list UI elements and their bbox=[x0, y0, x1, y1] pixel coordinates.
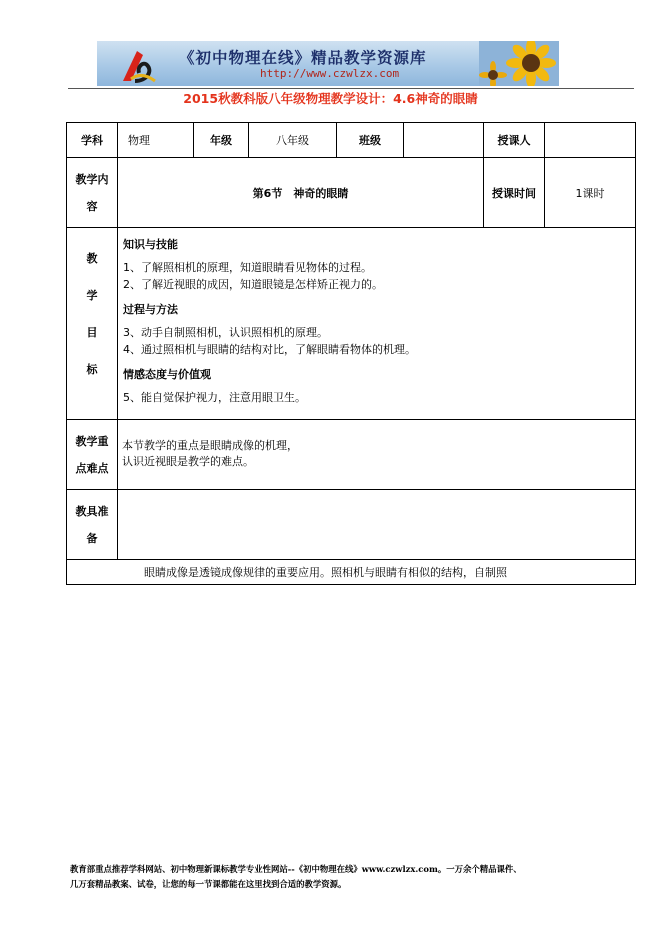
site-logo-icon bbox=[117, 45, 159, 85]
tools-row bbox=[67, 490, 636, 560]
teacher-label: 授课人 bbox=[484, 123, 545, 158]
content-label-line1: 教学内 bbox=[75, 172, 109, 186]
class-value bbox=[404, 123, 484, 158]
class-label: 班级 bbox=[337, 123, 404, 158]
tools-label bbox=[67, 490, 118, 560]
page-footer bbox=[70, 862, 630, 892]
focus-label-line1: 教学重 bbox=[75, 434, 109, 448]
content-label bbox=[67, 158, 118, 228]
focus-line: 认识近视眼是教学的难点。 bbox=[122, 455, 254, 468]
goals-label-char: 目 bbox=[86, 326, 98, 339]
info-row bbox=[67, 123, 636, 158]
process-heading: 过程与方法 bbox=[123, 303, 178, 316]
attitude-heading: 情感态度与价值观 bbox=[123, 368, 211, 381]
grade-label: 年级 bbox=[194, 123, 249, 158]
intro-row bbox=[67, 560, 636, 585]
knowledge-item: 1、了解照相机的原理，知道眼睛看见物体的过程。 bbox=[123, 261, 372, 274]
sunflower-image bbox=[479, 41, 559, 86]
grade-value: 八年级 bbox=[249, 123, 337, 158]
focus-label bbox=[67, 420, 118, 490]
focus-content bbox=[118, 420, 636, 490]
process-item: 4、通过照相机与眼睛的结构对比，了解眼睛看物体的机理。 bbox=[123, 343, 416, 356]
content-label-line2: 容 bbox=[86, 199, 98, 213]
intro-text: 眼睛成像是透镜成像规律的重要应用。照相机与眼睛有相似的结构，自制照 bbox=[67, 560, 636, 585]
time-value: 1课时 bbox=[545, 158, 636, 228]
focus-row bbox=[67, 420, 636, 490]
footer-line: 教育部重点推荐学科网站、初中物理新课标教学专业性网站--《初中物理在线》www.czwlzx.com。一万余个精品课件、 bbox=[70, 864, 522, 874]
header-banner bbox=[97, 41, 559, 86]
subject-value: 物理 bbox=[118, 123, 194, 158]
knowledge-heading: 知识与技能 bbox=[123, 238, 178, 251]
content-row bbox=[67, 158, 636, 228]
footer-line: 几万套精品教案、试卷，让您的每一节课都能在这里找到合适的教学资源。 bbox=[70, 879, 347, 889]
tools-content bbox=[118, 490, 636, 560]
time-label: 授课时间 bbox=[484, 158, 545, 228]
banner-url: http://www.czwlzx.com bbox=[260, 67, 400, 80]
attitude-item: 5、能自觉保护视力，注意用眼卫生。 bbox=[123, 391, 306, 404]
goals-label-char: 学 bbox=[86, 289, 98, 302]
process-item: 3、动手自制照相机，认识照相机的原理。 bbox=[123, 326, 328, 339]
teacher-value bbox=[545, 123, 636, 158]
document-title: 2015秋教科版八年级物理教学设计：4.6神奇的眼睛 bbox=[183, 91, 478, 106]
focus-line: 本节教学的重点是眼睛成像的机理， bbox=[122, 439, 298, 452]
goals-label-char: 标 bbox=[86, 363, 98, 376]
lesson-plan-table bbox=[66, 122, 636, 585]
goals-label-char: 教 bbox=[86, 252, 98, 265]
goals-label bbox=[67, 228, 118, 420]
goals-row bbox=[67, 228, 636, 420]
subject-label: 学科 bbox=[67, 123, 118, 158]
focus-label-line2: 点难点 bbox=[75, 461, 109, 475]
banner-title: 《初中物理在线》精品教学资源库 bbox=[179, 48, 427, 67]
goals-content bbox=[118, 228, 636, 420]
tools-label-line2: 备 bbox=[86, 531, 98, 545]
tools-label-line1: 教具准 bbox=[75, 504, 109, 518]
knowledge-item: 2、了解近视眼的成因，知道眼镜是怎样矫正视力的。 bbox=[123, 278, 383, 291]
lesson-content: 第6节 神奇的眼睛 bbox=[118, 158, 484, 228]
